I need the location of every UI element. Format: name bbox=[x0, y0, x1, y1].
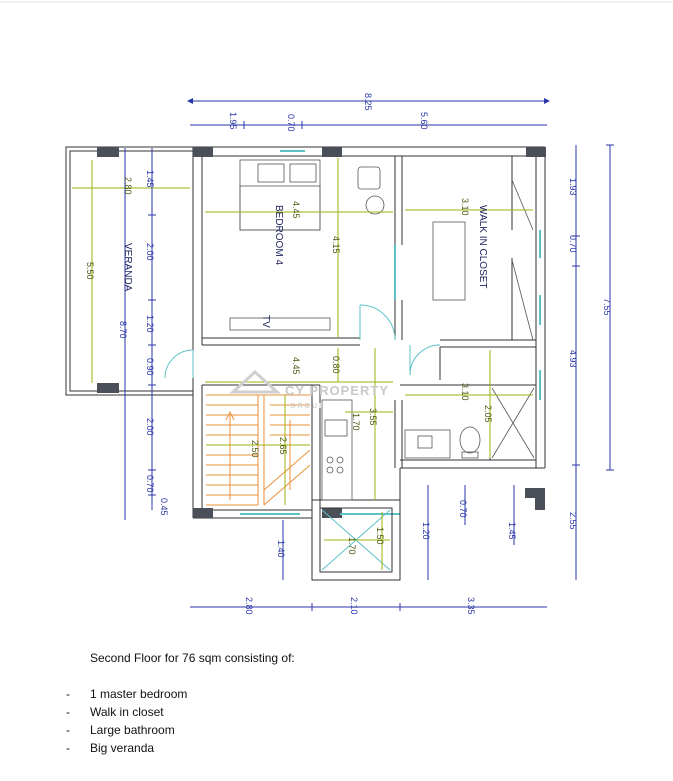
dim-stair-depth: 3.55 bbox=[368, 408, 378, 426]
kitchenette bbox=[322, 400, 352, 500]
dim-bath-depth: 2.05 bbox=[483, 405, 493, 423]
feature-text: Walk in closet bbox=[90, 705, 164, 719]
dim-bottom-part-1: 2.80 bbox=[244, 597, 254, 615]
dim-lower-c: 1.45 bbox=[507, 522, 517, 540]
feature-text: Big veranda bbox=[90, 741, 155, 755]
dim-stair-small: 1.70 bbox=[351, 413, 361, 431]
dim-bath-width: 3.10 bbox=[460, 383, 470, 401]
dim-right-total: 7.55 bbox=[602, 298, 612, 316]
outer-walls bbox=[193, 147, 545, 518]
dim-right-part-1: 1.93 bbox=[568, 178, 578, 196]
dimension-lines bbox=[125, 101, 614, 611]
dim-lift-a: 1.50 bbox=[375, 527, 385, 545]
bullet: - bbox=[66, 687, 70, 701]
dim-left-chain-6: 0.70 bbox=[145, 475, 155, 493]
dim-lift-b: 1.70 bbox=[347, 537, 357, 555]
dim-lower-b: 1.20 bbox=[421, 522, 431, 540]
doors bbox=[165, 305, 440, 378]
chair bbox=[358, 167, 384, 214]
dim-stair-a: 2.50 bbox=[250, 440, 260, 458]
dim-left-chain-7: 0.45 bbox=[159, 498, 169, 516]
dim-bottom-part-2: 2.10 bbox=[349, 597, 359, 615]
dim-left-chain-4: 0.90 bbox=[145, 358, 155, 376]
dim-left-chain-3: 1.20 bbox=[145, 315, 155, 333]
dim-left-total: 8.70 bbox=[118, 321, 128, 339]
dim-top-total: 8.25 bbox=[363, 93, 373, 111]
dim-left-chain-5: 2.00 bbox=[145, 418, 155, 436]
room-label-bedroom: BEDROOM 4 bbox=[273, 205, 284, 266]
dim-stair-b: 2.65 bbox=[278, 437, 288, 455]
description-title: Second Floor for 76 sqm consisting of: bbox=[90, 651, 295, 665]
dim-bedroom-width: 4.45 bbox=[291, 201, 301, 219]
room-label-veranda: VERANDA bbox=[122, 243, 133, 292]
watermark bbox=[233, 372, 389, 410]
dim-closet-width: 3.10 bbox=[460, 198, 470, 216]
room-label-closet: WALK IN CLOSET bbox=[477, 205, 488, 289]
bullet: - bbox=[66, 741, 70, 755]
dim-top-part-2: 0.70 bbox=[286, 114, 296, 132]
feature-text: 1 master bedroom bbox=[90, 687, 188, 701]
dim-veranda-depth: 5.50 bbox=[85, 262, 95, 280]
room-label-tv: TV bbox=[260, 315, 271, 328]
dim-left-chain-2: 2.00 bbox=[145, 243, 155, 261]
dim-lower-d: 1.40 bbox=[276, 540, 286, 558]
dim-hall-width: 4.45 bbox=[291, 357, 301, 375]
dim-right-part-3: 4.93 bbox=[568, 350, 578, 368]
tv-unit bbox=[230, 318, 330, 330]
dim-top-part-3: 5.60 bbox=[419, 112, 429, 130]
dim-left-chain-1: 1.45 bbox=[145, 170, 155, 188]
watermark-sub: GROUP bbox=[290, 403, 326, 410]
dim-right-part-4: 2.55 bbox=[568, 512, 578, 530]
dim-bedroom-depth: 4.15 bbox=[331, 236, 341, 254]
dim-hall-small: 0.80 bbox=[331, 356, 341, 374]
dim-bottom-part-3: 3.35 bbox=[466, 597, 476, 615]
dim-veranda-width: 2.80 bbox=[123, 177, 133, 195]
feature-text: Large bathroom bbox=[90, 723, 175, 737]
columns bbox=[193, 147, 546, 518]
bullet: - bbox=[66, 705, 70, 719]
watermark-name: CY PROPERTY bbox=[285, 383, 389, 398]
dim-right-part-2: 0.70 bbox=[568, 235, 578, 253]
dim-lower-a: 0.70 bbox=[458, 500, 468, 518]
bullet: - bbox=[66, 723, 70, 737]
dim-top-part-1: 1.95 bbox=[228, 112, 238, 130]
